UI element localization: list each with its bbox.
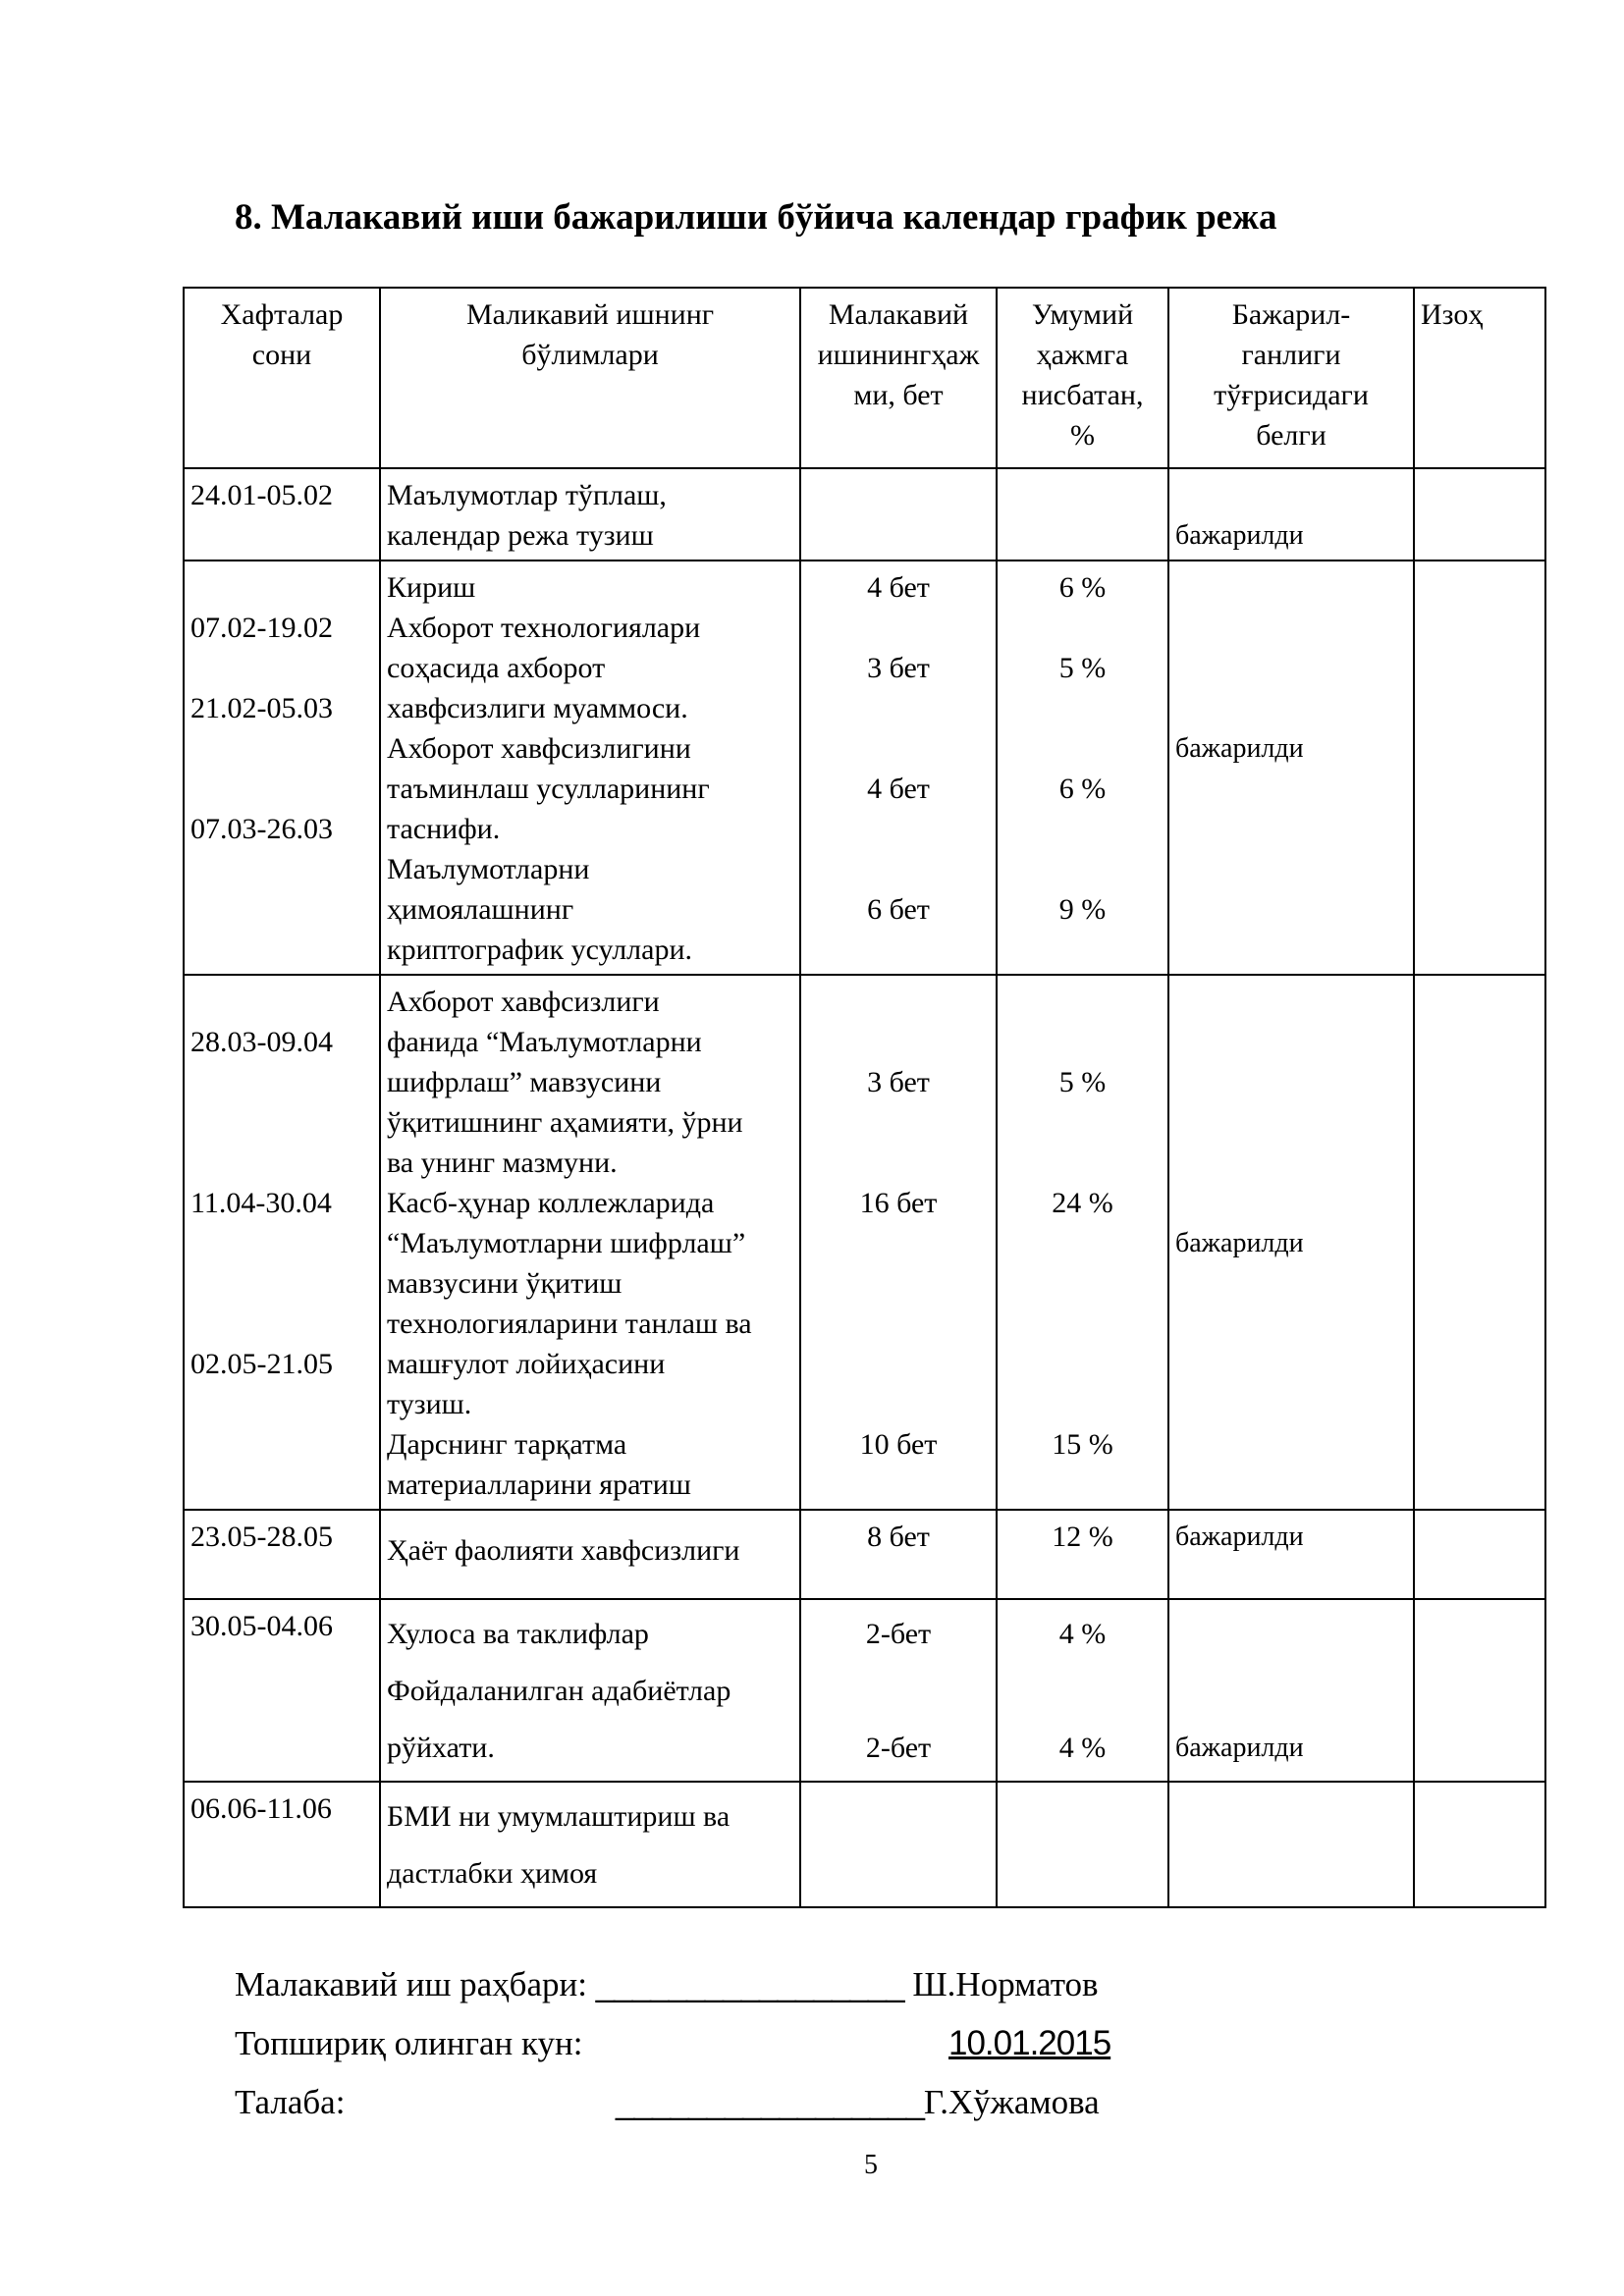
- cell-line: 15 %: [1052, 1428, 1113, 1461]
- cell-line: 3 бет: [867, 1066, 930, 1098]
- cell-line: [1175, 982, 1407, 1022]
- row-volume: [800, 1599, 997, 1782]
- student-signature-line: _________________: [616, 2083, 924, 2121]
- header-percent: [997, 288, 1168, 468]
- page-number: 5: [864, 2150, 878, 2180]
- row-mark: [1168, 1510, 1414, 1599]
- cell-line: 06.06-11.06: [190, 1792, 332, 1825]
- cell-line: [1175, 1384, 1407, 1424]
- cell-line: 24 %: [1052, 1187, 1113, 1219]
- cell-line: [807, 1663, 990, 1720]
- cell-line: 4 %: [1058, 1732, 1107, 1764]
- cell-line: [1003, 1789, 1162, 1829]
- cell-line: дастлабки ҳимоя: [387, 1857, 598, 1890]
- table-row: [184, 1782, 1545, 1907]
- cell-line: [1175, 688, 1407, 728]
- cell-line: %: [1070, 419, 1095, 452]
- cell-line: 30.05-04.06: [190, 1610, 333, 1642]
- header-volume: [800, 288, 997, 468]
- cell-line: 24.01-05.02: [190, 479, 333, 511]
- cell-line: [1175, 1062, 1407, 1102]
- table-row: [184, 561, 1545, 975]
- row-weeks: [184, 561, 380, 975]
- cell-line: Ҳаёт фаолияти хавфсизлиги: [387, 1534, 740, 1567]
- cell-line: [1175, 1143, 1407, 1183]
- cell-line: 4 %: [1058, 1618, 1107, 1650]
- cell-line: 10 бет: [859, 1428, 938, 1461]
- cell-line: [190, 515, 373, 556]
- cell-line: [190, 567, 373, 608]
- row-mark: [1168, 468, 1414, 561]
- row-sections: [380, 561, 800, 975]
- cell-line: Маълумотларни: [387, 853, 590, 885]
- table-row: [184, 1599, 1545, 1782]
- cell-line: [1003, 688, 1162, 728]
- cell-line: Дарснинг тарқатма: [387, 1428, 627, 1461]
- student-name: Г.Хўжамова: [923, 2083, 1100, 2121]
- cell-line: Ахборот хавфсизлиги: [387, 986, 660, 1018]
- row-volume: [800, 1510, 997, 1599]
- cell-line: [1175, 1304, 1407, 1344]
- cell-line: [1175, 1663, 1407, 1720]
- cell-line: [1003, 1143, 1162, 1183]
- cell-line: Маликавий ишнинг: [465, 298, 715, 331]
- cell-line: [190, 1223, 373, 1263]
- table-row: [184, 468, 1545, 561]
- cell-line: [1175, 475, 1407, 515]
- cell-line: [807, 1022, 990, 1062]
- row-weeks: [184, 975, 380, 1510]
- cell-line: [1003, 1384, 1162, 1424]
- cell-line: [807, 475, 990, 515]
- cell-line: [1175, 1789, 1407, 1829]
- table-header-row: [184, 288, 1545, 468]
- cell-line: [1175, 1606, 1407, 1663]
- cell-line: 6 %: [1058, 571, 1107, 604]
- cell-line: 28.03-09.04: [190, 1026, 333, 1058]
- cell-line: [1175, 608, 1407, 648]
- cell-line: бўлимлари: [521, 339, 659, 371]
- cell-line: [807, 849, 990, 889]
- supervisor-signature-line: _________________: [595, 1965, 904, 2003]
- row-note: [1414, 975, 1545, 1510]
- cell-line: БМИ ни умумлаштириш ва: [387, 1800, 731, 1833]
- cell-line: Ахборот технологиялари: [387, 612, 701, 644]
- cell-line: Ахборот хавфсизлигини: [387, 732, 691, 765]
- cell-line: [807, 515, 990, 556]
- cell-line: [1175, 769, 1407, 809]
- cell-line: бажарилди: [1175, 1733, 1304, 1763]
- cell-line: [1003, 930, 1162, 970]
- cell-line: [807, 1384, 990, 1424]
- cell-line: 21.02-05.03: [190, 692, 333, 724]
- cell-line: [1175, 849, 1407, 889]
- cell-line: [807, 608, 990, 648]
- row-note: [1414, 1782, 1545, 1907]
- cell-line: [190, 1304, 373, 1344]
- row-weeks: [184, 468, 380, 561]
- row-note: [1414, 1599, 1545, 1782]
- cell-line: 07.03-26.03: [190, 813, 333, 845]
- cell-line: 6 бет: [867, 893, 930, 926]
- received-date-row: [235, 2024, 582, 2063]
- cell-line: ўқитишнинг аҳамияти, ўрни: [387, 1106, 743, 1139]
- cell-line: таснифи.: [387, 813, 501, 845]
- cell-line: [1003, 809, 1162, 849]
- cell-line: [807, 1465, 990, 1505]
- received-label: Топшириқ олинган кун:: [235, 2024, 583, 2062]
- cell-line: [190, 1465, 373, 1505]
- row-percent: [997, 561, 1168, 975]
- cell-line: [1175, 1102, 1407, 1143]
- student-label: Талаба:: [235, 2083, 346, 2121]
- cell-line: Касб-ҳунар коллежларида: [387, 1187, 715, 1219]
- cell-line: Фойдаланилган адабиётлар: [387, 1675, 731, 1707]
- row-mark: [1168, 561, 1414, 975]
- cell-line: [807, 982, 990, 1022]
- cell-line: [1175, 1465, 1407, 1505]
- cell-line: сони: [251, 339, 312, 371]
- row-mark: [1168, 1782, 1414, 1907]
- cell-line: [1003, 849, 1162, 889]
- cell-line: [1003, 1223, 1162, 1263]
- cell-line: 3 бет: [867, 652, 930, 684]
- student-signature: [616, 2083, 1100, 2122]
- cell-line: [807, 1223, 990, 1263]
- row-percent: [997, 1599, 1168, 1782]
- cell-line: таъминлаш усулларининг: [387, 773, 710, 805]
- cell-line: 6 %: [1058, 773, 1107, 805]
- cell-line: [1175, 648, 1407, 688]
- header-note: Изоҳ: [1414, 288, 1545, 468]
- cell-line: [190, 930, 373, 970]
- cell-line: [807, 1344, 990, 1384]
- cell-line: [807, 688, 990, 728]
- cell-line: 5 %: [1058, 652, 1107, 684]
- cell-line: [190, 1263, 373, 1304]
- cell-line: [807, 1102, 990, 1143]
- row-weeks: [184, 1782, 380, 1907]
- cell-line: [1175, 1344, 1407, 1384]
- cell-line: 11.04-30.04: [190, 1187, 332, 1219]
- cell-line: 8 бет: [867, 1521, 930, 1553]
- cell-line: фанида “Маълумотларни: [387, 1026, 702, 1058]
- cell-line: [807, 728, 990, 769]
- cell-line: [1175, 809, 1407, 849]
- cell-line: [190, 849, 373, 889]
- cell-line: бажарилди: [1175, 1522, 1304, 1552]
- cell-line: бажарилди: [1175, 520, 1304, 551]
- cell-line: [807, 1304, 990, 1344]
- row-weeks: [184, 1510, 380, 1599]
- cell-line: бажарилди: [1175, 1228, 1304, 1258]
- cell-line: [190, 889, 373, 930]
- cell-line: [190, 769, 373, 809]
- cell-line: [190, 1102, 373, 1143]
- row-weeks: [184, 1599, 380, 1782]
- cell-line: материалларини яратиш: [387, 1468, 691, 1501]
- row-sections: [380, 1599, 800, 1782]
- supervisor-name: Ш.Норматов: [912, 1965, 1099, 2003]
- received-date: 10.01.2015: [948, 2024, 1111, 2062]
- cell-line: ишинингҳаж: [817, 339, 980, 371]
- row-note: [1414, 1510, 1545, 1599]
- cell-line: [1003, 475, 1162, 515]
- row-note: [1414, 561, 1545, 975]
- header-sections: [380, 288, 800, 468]
- cell-line: 4 бет: [867, 773, 930, 805]
- cell-line: ҳажмга: [1036, 339, 1129, 371]
- table-row: [184, 975, 1545, 1510]
- cell-line: мавзусини ўқитиш: [387, 1267, 623, 1300]
- cell-line: [807, 1789, 990, 1829]
- row-volume: [800, 468, 997, 561]
- cell-line: 5 %: [1058, 1066, 1107, 1098]
- row-percent: [997, 975, 1168, 1510]
- cell-line: 4 бет: [867, 571, 930, 604]
- cell-line: ми, бет: [853, 379, 944, 411]
- cell-line: Кириш: [387, 571, 476, 604]
- cell-line: [1175, 1263, 1407, 1304]
- cell-line: [190, 1384, 373, 1424]
- row-volume: [800, 975, 997, 1510]
- cell-line: Бажарил-: [1231, 298, 1351, 331]
- cell-line: 16 бет: [859, 1187, 938, 1219]
- cell-line: [190, 982, 373, 1022]
- cell-line: [1175, 889, 1407, 930]
- cell-line: [1003, 1465, 1162, 1505]
- cell-line: [1003, 608, 1162, 648]
- header-weeks: [184, 288, 380, 468]
- row-mark: [1168, 975, 1414, 1510]
- cell-line: календар режа тузиш: [387, 519, 654, 552]
- cell-line: [190, 1062, 373, 1102]
- cell-line: [807, 1263, 990, 1304]
- cell-line: [1175, 1022, 1407, 1062]
- cell-line: тўғрисидаги: [1214, 379, 1369, 411]
- cell-line: [190, 1424, 373, 1465]
- cell-line: “Маълумотларни шифрлаш”: [387, 1227, 746, 1259]
- cell-line: [1003, 982, 1162, 1022]
- cell-line: [190, 648, 373, 688]
- table-row: [184, 1510, 1545, 1599]
- row-note: [1414, 468, 1545, 561]
- cell-line: [190, 728, 373, 769]
- cell-line: Хулоса ва таклифлар: [387, 1618, 649, 1650]
- cell-line: Умумий: [1031, 298, 1134, 331]
- row-sections: [380, 468, 800, 561]
- cell-line: [190, 1143, 373, 1183]
- cell-line: хавфсизлиги муаммоси.: [387, 692, 688, 724]
- cell-line: 2-бет: [865, 1618, 932, 1650]
- cell-line: [1003, 1102, 1162, 1143]
- cell-line: технологияларини танлаш ва: [387, 1308, 752, 1340]
- cell-line: Маълумотлар тўплаш,: [387, 479, 667, 511]
- header-mark: [1168, 288, 1414, 468]
- cell-line: нисбатан,: [1021, 379, 1144, 411]
- cell-line: [1175, 930, 1407, 970]
- cell-line: криптографик усуллари.: [387, 934, 693, 966]
- cell-line: [1003, 515, 1162, 556]
- cell-line: [807, 1143, 990, 1183]
- row-percent: [997, 1510, 1168, 1599]
- cell-line: [1003, 1344, 1162, 1384]
- row-sections: [380, 975, 800, 1510]
- cell-line: Малакавий: [828, 298, 969, 331]
- cell-line: 9 %: [1058, 893, 1107, 926]
- cell-line: 02.05-21.05: [190, 1348, 333, 1380]
- cell-line: [1003, 728, 1162, 769]
- supervisor-label: Малакавий иш раҳбари:: [235, 1965, 587, 2003]
- supervisor-signature: [235, 1965, 1099, 2004]
- page-title: 8. Малакавий иши бажарилиши бўйича календар график режа: [235, 197, 1277, 238]
- cell-line: ҳимоялашнинг: [387, 893, 574, 926]
- cell-line: [807, 809, 990, 849]
- calendar-plan-table: [183, 287, 1546, 1908]
- cell-line: [1175, 567, 1407, 608]
- cell-line: белги: [1256, 419, 1326, 452]
- cell-line: бажарилди: [1175, 733, 1304, 764]
- row-volume: [800, 1782, 997, 1907]
- cell-line: [1003, 1022, 1162, 1062]
- cell-line: 07.02-19.02: [190, 612, 333, 644]
- row-percent: [997, 1782, 1168, 1907]
- row-sections: [380, 1510, 800, 1599]
- cell-line: 2-бет: [865, 1732, 932, 1764]
- cell-line: ганлиги: [1241, 339, 1341, 371]
- row-mark: [1168, 1599, 1414, 1782]
- cell-line: 12 %: [1052, 1521, 1113, 1553]
- cell-line: [1175, 1424, 1407, 1465]
- cell-line: [1175, 1183, 1407, 1223]
- cell-line: рўйхати.: [387, 1732, 495, 1764]
- cell-line: [1003, 1663, 1162, 1720]
- cell-line: тузиш.: [387, 1388, 472, 1420]
- cell-line: 23.05-28.05: [190, 1521, 333, 1553]
- cell-line: ва унинг мазмуни.: [387, 1147, 618, 1179]
- row-sections: [380, 1782, 800, 1907]
- cell-line: [807, 930, 990, 970]
- cell-line: машғулот лойиҳасини: [387, 1348, 666, 1380]
- cell-line: Хафталар: [220, 298, 344, 331]
- cell-line: [1003, 1304, 1162, 1344]
- row-volume: [800, 561, 997, 975]
- cell-line: шифрлаш” мавзусини: [387, 1066, 662, 1098]
- row-percent: [997, 468, 1168, 561]
- cell-line: соҳасида ахборот: [387, 652, 606, 684]
- cell-line: [1003, 1263, 1162, 1304]
